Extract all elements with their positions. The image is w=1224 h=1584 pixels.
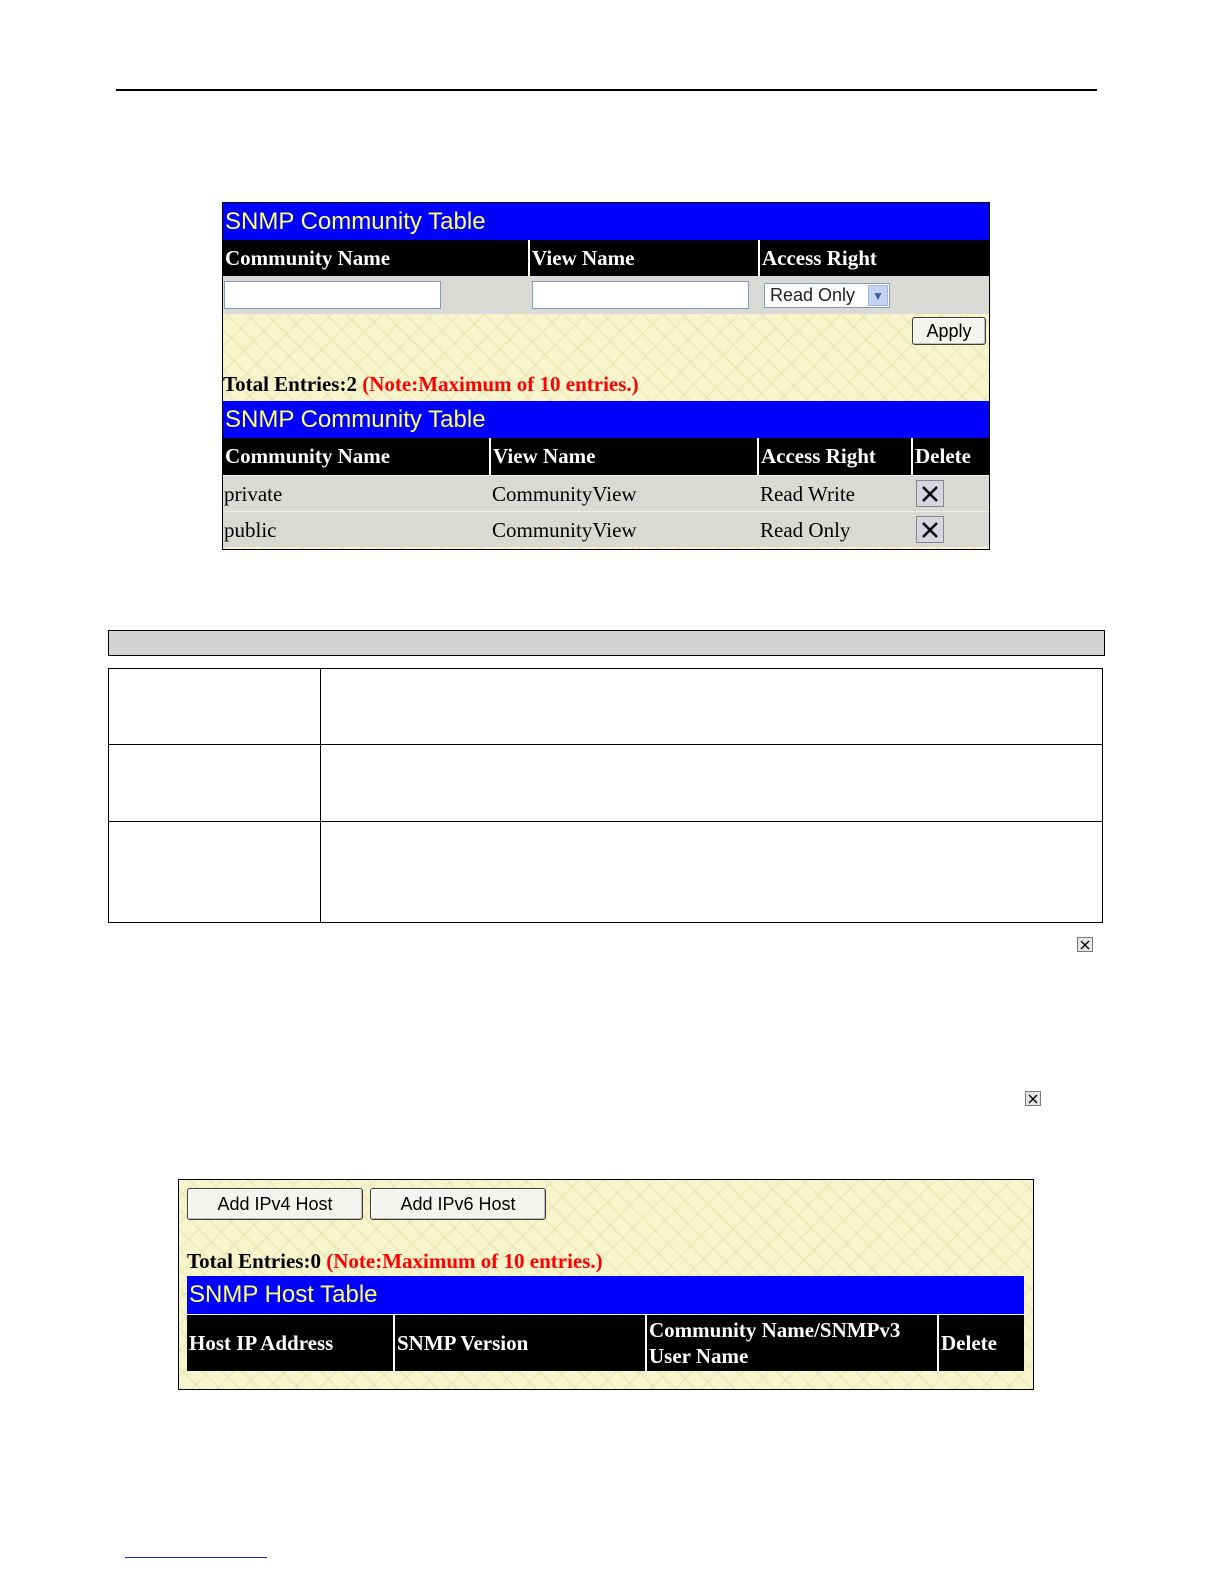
host-total-entries-line: [187, 1249, 603, 1274]
cell-access-right: Read Only: [760, 518, 851, 542]
add-ipv4-host-button[interactable]: Add IPv4 Host: [187, 1188, 363, 1220]
snmp-community-panel: [222, 202, 990, 550]
col-host-delete: Delete: [939, 1315, 1024, 1371]
total-entries-line: [223, 372, 639, 397]
community-input-row: [223, 276, 989, 314]
col-host-ip: Host IP Address: [187, 1315, 395, 1371]
parameter-table-header: [108, 630, 1105, 656]
close-icon: [920, 484, 940, 504]
parameter-description-cell: [321, 745, 1103, 822]
apply-button[interactable]: Apply: [912, 317, 986, 345]
parameter-row: [109, 669, 1103, 745]
parameter-row: [109, 745, 1103, 822]
page-footer-rule: [125, 1557, 267, 1558]
table-row: [223, 511, 989, 547]
total-entries-label: Total Entries:2: [223, 372, 357, 396]
access-right-selected: Read Only: [770, 284, 856, 305]
community-name-input[interactable]: [224, 281, 441, 309]
community-config-footer: [223, 314, 989, 401]
community-config-title: SNMP Community Table: [223, 203, 989, 240]
cell-view-name: CommunityView: [492, 518, 637, 542]
parameter-name-cell: [109, 745, 321, 822]
parameter-description-cell: [321, 669, 1103, 745]
page-header-rule: [116, 89, 1097, 91]
add-ipv6-host-button[interactable]: Add IPv6 Host: [370, 1188, 546, 1220]
delete-icon: [1077, 937, 1093, 952]
delete-icon: [1025, 1091, 1041, 1106]
col-community-user-line2: User Name: [649, 1344, 749, 1368]
header-community-name: Community Name: [223, 240, 530, 276]
community-table-title: SNMP Community Table: [223, 401, 989, 438]
max-entries-note: (Note:Maximum of 10 entries.): [362, 372, 639, 396]
col-community-user-line1: Community Name/SNMPv3: [649, 1318, 901, 1342]
parameter-description-cell: [321, 822, 1103, 923]
parameter-name-cell: [109, 669, 321, 745]
cell-access-right: Read Write: [760, 482, 855, 506]
col-delete: Delete: [913, 438, 989, 475]
col-community-name: Community Name: [223, 438, 491, 475]
chevron-down-icon[interactable]: ▼: [868, 285, 888, 306]
close-icon: [920, 520, 940, 540]
community-table-header: [223, 438, 989, 475]
parameter-row: [109, 822, 1103, 923]
view-name-input[interactable]: [532, 281, 749, 309]
table-row: [223, 475, 989, 511]
cell-view-name: CommunityView: [492, 482, 637, 506]
col-community-user: [647, 1315, 939, 1371]
parameter-table: [108, 668, 1103, 923]
col-access-right: Access Right: [759, 438, 913, 475]
snmp-host-panel: [178, 1179, 1034, 1390]
col-snmp-version: SNMP Version: [395, 1315, 647, 1371]
parameter-name-cell: [109, 822, 321, 923]
access-right-select[interactable]: [764, 283, 890, 308]
host-table-header: [187, 1315, 1024, 1371]
host-max-entries-note: (Note:Maximum of 10 entries.): [326, 1249, 603, 1273]
host-total-entries-label: Total Entries:0: [187, 1249, 321, 1273]
community-config-header: [223, 240, 989, 276]
delete-button[interactable]: [916, 516, 944, 543]
header-access-right: Access Right: [760, 240, 989, 276]
host-table-title: SNMP Host Table: [187, 1276, 1024, 1314]
delete-button[interactable]: [916, 480, 944, 507]
header-view-name: View Name: [530, 240, 760, 276]
cell-community-name: public: [224, 518, 277, 542]
cell-community-name: private: [224, 482, 283, 506]
col-view-name: View Name: [491, 438, 759, 475]
